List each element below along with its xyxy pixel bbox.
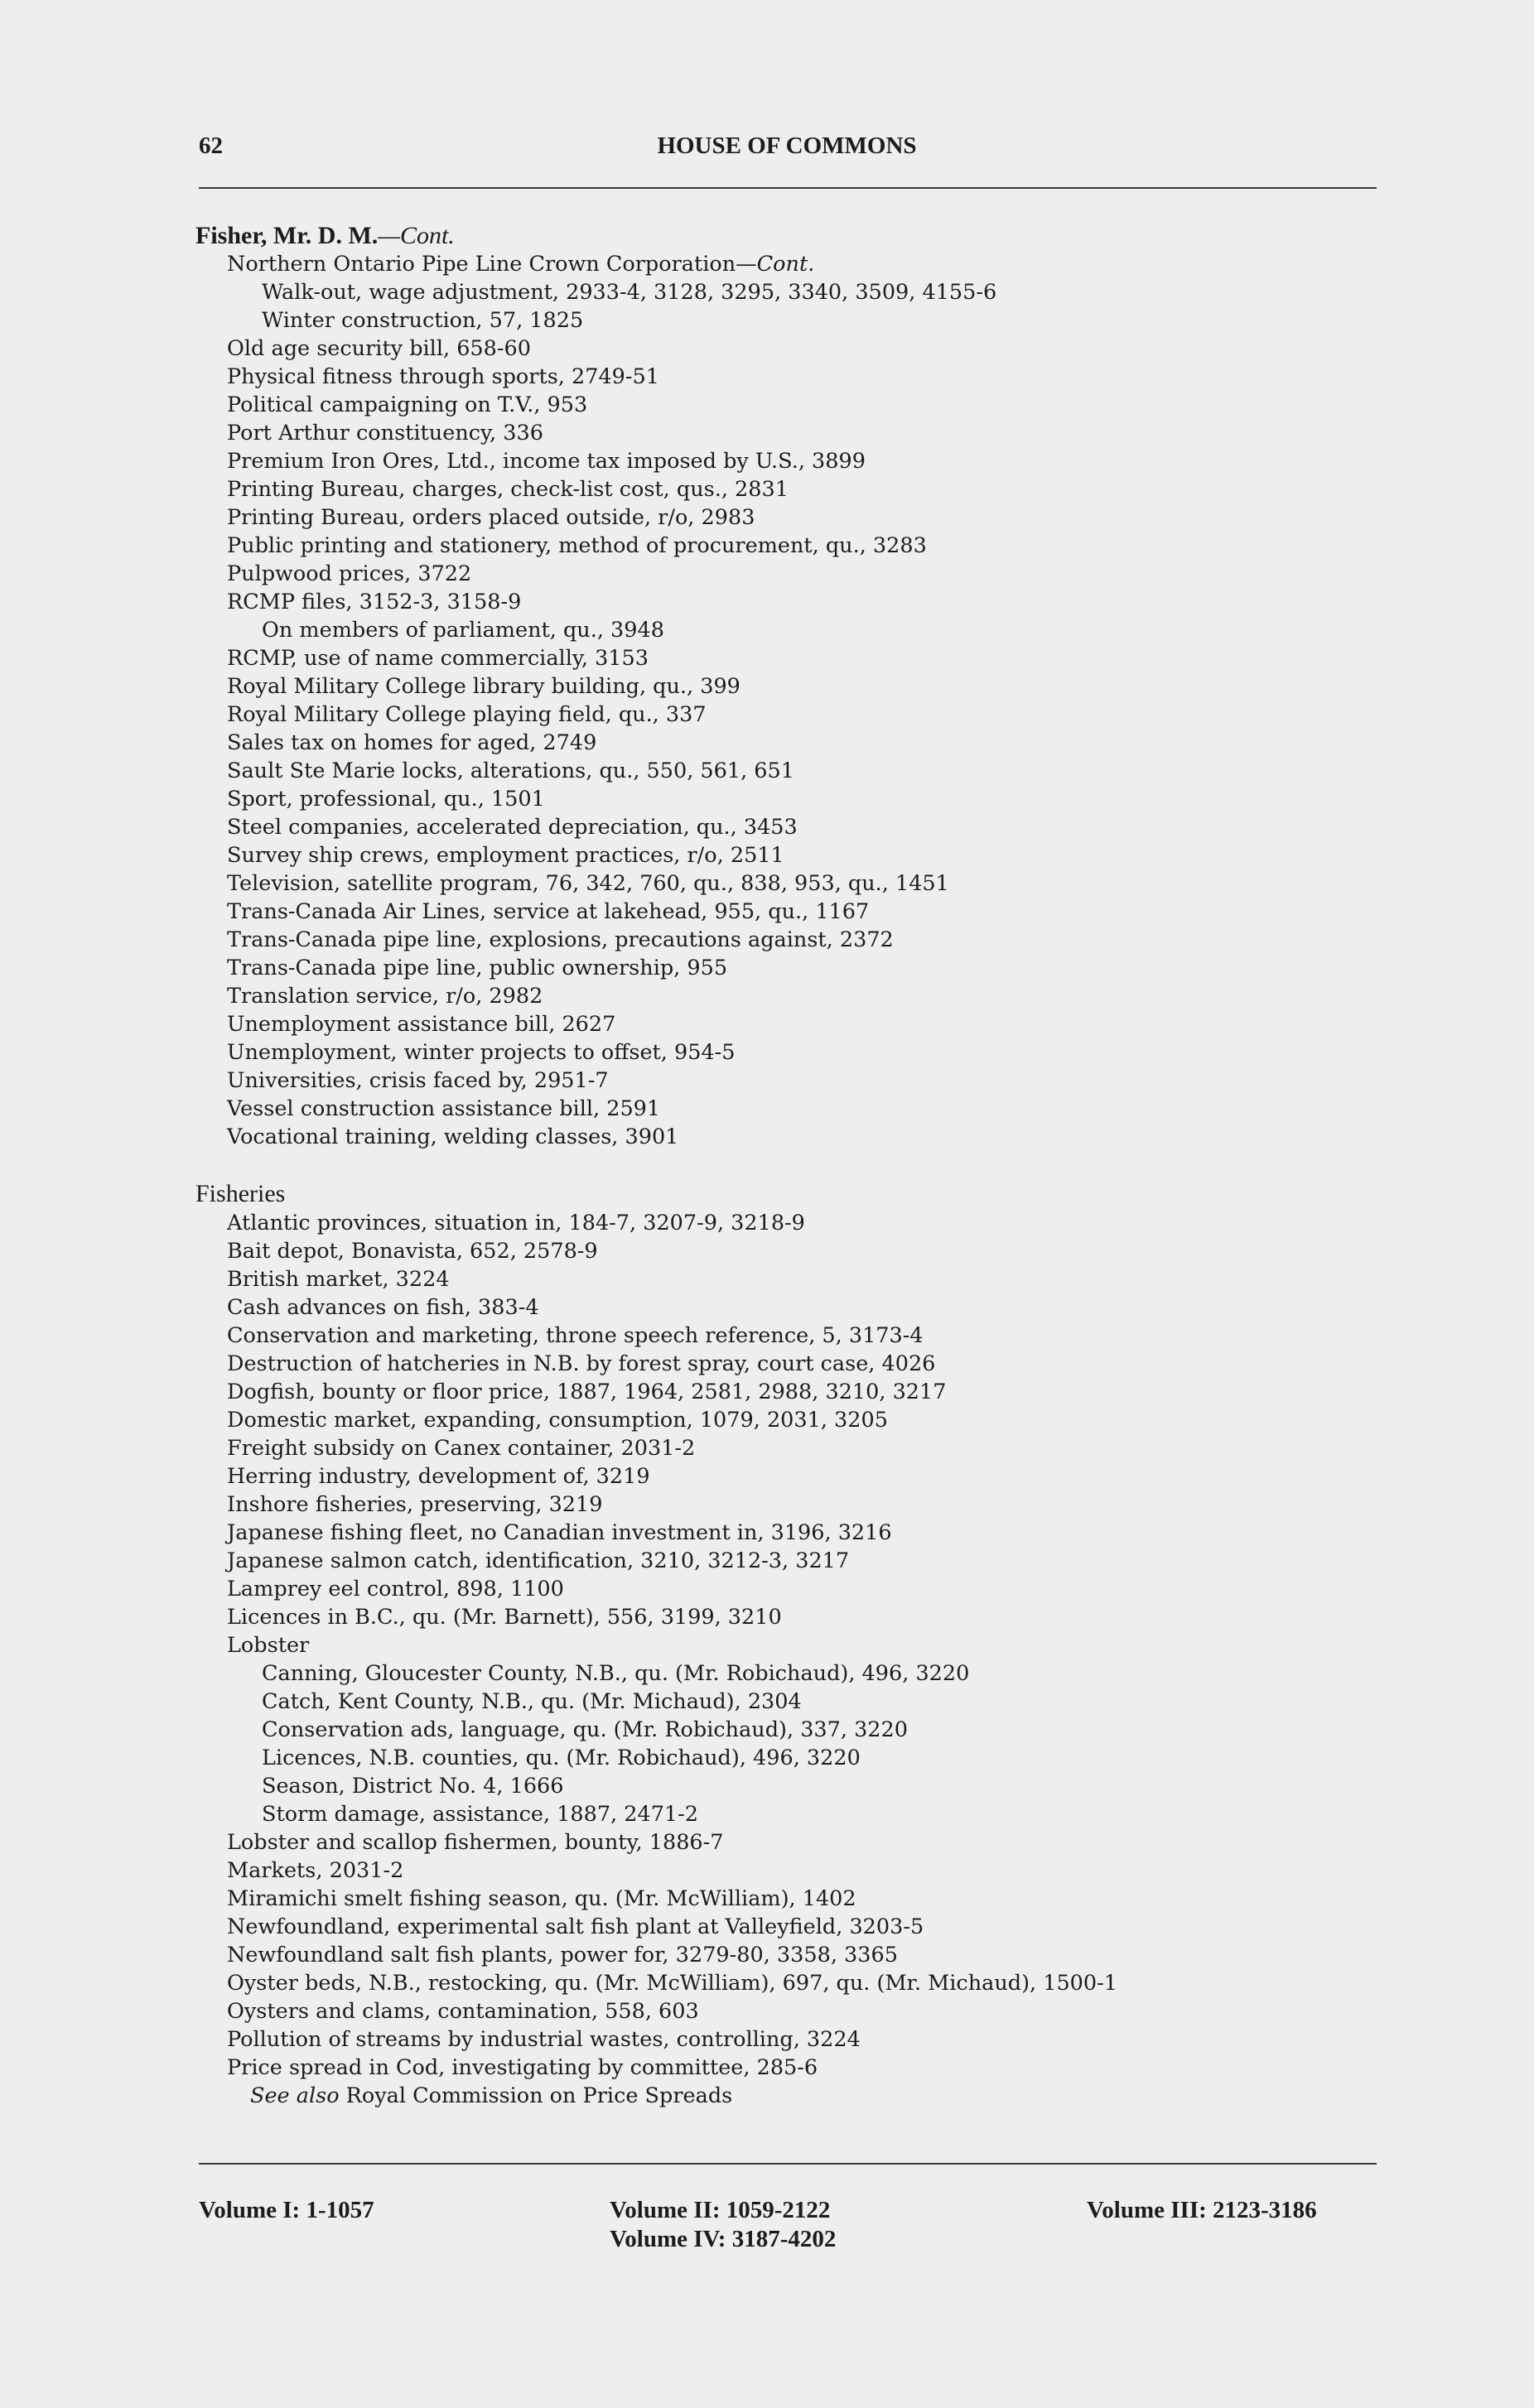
index-entry xyxy=(195,588,1388,616)
see-also-target: Royal Commission on Price Spreads xyxy=(339,2083,733,2108)
volume-1-range: Volume I: 1-1057 xyxy=(199,2197,374,2223)
index-entry xyxy=(195,1547,1388,1575)
running-title: HOUSE OF COMMONS xyxy=(657,132,917,159)
entry-text: Walk-out, wage adjustment, 2933-4, 3128, 3295, 3340, 3509, 4155-6 xyxy=(262,280,997,305)
index-entry xyxy=(195,1491,1388,1519)
entry-text: Royal Military College library building, qu., 399 xyxy=(227,674,740,699)
index-subentry xyxy=(195,616,1388,644)
index-entry xyxy=(195,1997,1388,2025)
index-entry xyxy=(195,1265,1388,1293)
entry-text: Winter construction, 57, 1825 xyxy=(262,308,584,333)
entry-text: Pulpwood prices, 3722 xyxy=(227,561,472,586)
entry-text: RCMP, use of name commercially, 3153 xyxy=(227,646,649,671)
index-heading-fisheries: Fisheries xyxy=(195,1180,286,1207)
entry-text: Sault Ste Marie locks, alterations, qu., 550, 561, 651 xyxy=(227,759,794,783)
continued-mark: Cont. xyxy=(756,252,815,277)
footer-rule xyxy=(199,2163,1377,2165)
entry-text: Royal Military College playing field, qu., 337 xyxy=(227,702,707,727)
entry-text: Catch, Kent County, N.B., qu. (Mr. Michaud), 2304 xyxy=(262,1689,802,1714)
index-subentry xyxy=(195,1659,1388,1688)
entry-text: Markets, 2031-2 xyxy=(227,1858,404,1883)
entry-text: Sales tax on homes for aged, 2749 xyxy=(227,730,597,755)
index-entry xyxy=(195,1519,1388,1547)
entry-text: Inshore fisheries, preserving, 3219 xyxy=(227,1492,603,1517)
index-subentry xyxy=(195,278,1388,306)
entry-text: Cash advances on fish, 383-4 xyxy=(227,1295,539,1320)
index-entries-fisheries xyxy=(195,1209,1388,2082)
index-heading-fisher xyxy=(195,222,1388,250)
entry-text: Translation service, r/o, 2982 xyxy=(227,984,543,1009)
entry-text: Steel companies, accelerated depreciation, qu., 3453 xyxy=(227,815,798,840)
entry-text: Sport, professional, qu., 1501 xyxy=(227,787,545,811)
entry-text: British market, 3224 xyxy=(227,1267,450,1292)
entry-text: Herring industry, development of, 3219 xyxy=(227,1464,650,1489)
index-entry xyxy=(195,1857,1388,1885)
index-entry xyxy=(195,841,1388,869)
index-entry xyxy=(195,1010,1388,1038)
index-entry xyxy=(195,1969,1388,1997)
index-entry xyxy=(195,644,1388,672)
index-subentry xyxy=(195,306,1388,335)
index-entry xyxy=(195,1378,1388,1406)
index-entry xyxy=(195,2025,1388,2054)
index-entry xyxy=(195,954,1388,982)
index-entry xyxy=(195,1885,1388,1913)
index-entry xyxy=(195,869,1388,898)
index-entry xyxy=(195,1603,1388,1631)
index-subentry xyxy=(195,1744,1388,1772)
index-entry xyxy=(195,672,1388,701)
see-also-label: See also xyxy=(250,2083,340,2108)
index-entry xyxy=(195,1209,1388,1237)
entry-text: Lamprey eel control, 898, 1100 xyxy=(227,1577,564,1601)
entry-text: Storm damage, assistance, 1887, 2471-2 xyxy=(262,1802,698,1827)
volume-2-range: Volume II: 1059-2122 xyxy=(610,2197,831,2223)
index-entry xyxy=(195,391,1388,419)
volume-3-range: Volume III: 2123-3186 xyxy=(1087,2197,1317,2223)
index-entry xyxy=(195,813,1388,841)
index-entry xyxy=(195,1941,1388,1969)
entry-text: Political campaigning on T.V., 953 xyxy=(227,393,588,417)
entry-text: Conservation and marketing, throne speech reference, 5, 3173-4 xyxy=(227,1323,924,1348)
entry-text: Price spread in Cod, investigating by committee, 285-6 xyxy=(227,2055,818,2080)
index-subentry xyxy=(195,1800,1388,1828)
index-entry xyxy=(195,785,1388,813)
entry-text: Season, District No. 4, 1666 xyxy=(262,1774,564,1799)
index-entry xyxy=(195,1828,1388,1857)
index-entry xyxy=(195,757,1388,785)
entry-text: Premium Iron Ores, Ltd., income tax imposed by U.S., 3899 xyxy=(227,449,866,474)
index-entry xyxy=(195,1575,1388,1603)
entry-text: Television, satellite program, 76, 342, 760, qu., 838, 953, qu., 1451 xyxy=(227,871,949,896)
entry-text: Newfoundland salt fish plants, power for, 3279-80, 3358, 3365 xyxy=(227,1943,898,1967)
entry-text: Lobster xyxy=(227,1633,310,1658)
heading-text: Fisher, Mr. D. M. xyxy=(195,222,379,249)
entry-text: Oysters and clams, contamination, 558, 603 xyxy=(227,1999,699,2024)
index-entry xyxy=(195,1067,1388,1095)
entry-text: Licences, N.B. counties, qu. (Mr. Robichaud), 496, 3220 xyxy=(262,1746,861,1770)
index-content xyxy=(195,222,1388,2110)
entry-text: Public printing and stationery, method of procurement, qu., 3283 xyxy=(227,533,927,558)
index-entry xyxy=(195,1913,1388,1941)
index-entry xyxy=(195,447,1388,475)
entry-text: Japanese salmon catch, identification, 3210, 3212-3, 3217 xyxy=(227,1548,850,1573)
entry-text: Bait depot, Bonavista, 652, 2578-9 xyxy=(227,1239,598,1264)
index-entry xyxy=(195,250,1388,278)
entry-text: Licences in B.C., qu. (Mr. Barnett), 556, 3199, 3210 xyxy=(227,1605,782,1630)
entry-text: RCMP files, 3152-3, 3158-9 xyxy=(227,590,522,614)
index-subentry xyxy=(195,1772,1388,1800)
entry-text: Oyster beds, N.B., restocking, qu. (Mr. McWilliam), 697, qu. (Mr. Michaud), 1500-1 xyxy=(227,1971,1117,1996)
entry-text: On members of parliament, qu., 3948 xyxy=(262,618,664,643)
index-entry xyxy=(195,898,1388,926)
entry-text: Miramichi smelt fishing season, qu. (Mr. McWilliam), 1402 xyxy=(227,1886,856,1911)
index-entry xyxy=(195,1237,1388,1265)
entry-text: Printing Bureau, orders placed outside, r/o, 2983 xyxy=(227,505,755,530)
index-entry xyxy=(195,1406,1388,1434)
entry-text: Japanese fishing fleet, no Canadian investment in, 3196, 3216 xyxy=(227,1520,892,1545)
entry-text: Trans-Canada pipe line, explosions, precautions against, 2372 xyxy=(227,927,894,952)
entry-text: Newfoundland, experimental salt fish plant at Valleyfield, 3203-5 xyxy=(227,1914,924,1939)
index-subentry xyxy=(195,1688,1388,1716)
entry-text: Trans-Canada pipe line, public ownership, 955 xyxy=(227,956,728,980)
continued-mark: —Cont. xyxy=(378,222,455,249)
index-entry xyxy=(195,1322,1388,1350)
index-entry xyxy=(195,335,1388,363)
entry-text: Port Arthur constituency, 336 xyxy=(227,421,543,445)
entry-text: Unemployment assistance bill, 2627 xyxy=(227,1012,616,1037)
index-entry xyxy=(195,1434,1388,1462)
index-entry xyxy=(195,532,1388,560)
entry-text: Survey ship crews, employment practices, r/o, 2511 xyxy=(227,843,784,868)
entry-text: Dogfish, bounty or floor price, 1887, 1964, 2581, 2988, 3210, 3217 xyxy=(227,1380,947,1404)
index-entry xyxy=(195,1095,1388,1123)
entry-text: Universities, crisis faced by, 2951-7 xyxy=(227,1068,609,1093)
entry-text: Unemployment, winter projects to offset, 954-5 xyxy=(227,1040,736,1065)
entry-text: Physical fitness through sports, 2749-51 xyxy=(227,364,659,389)
index-entries-fisher xyxy=(195,250,1388,1151)
index-entry xyxy=(195,1631,1388,1659)
index-entry xyxy=(195,560,1388,588)
see-also-reference xyxy=(195,2082,1388,2110)
index-entry xyxy=(195,363,1388,391)
header-rule xyxy=(199,187,1377,189)
entry-text: Pollution of streams by industrial wastes, controlling, 3224 xyxy=(227,2027,861,2052)
index-entry xyxy=(195,1462,1388,1491)
entry-text: Trans-Canada Air Lines, service at lakehead, 955, qu., 1167 xyxy=(227,899,870,924)
entry-text: Vessel construction assistance bill, 2591 xyxy=(227,1096,661,1121)
index-entry xyxy=(195,729,1388,757)
index-entry xyxy=(195,475,1388,503)
entry-text: Atlantic provinces, situation in, 184-7, 3207-9, 3218-9 xyxy=(227,1211,805,1235)
entry-text: Freight subsidy on Canex container, 2031-2 xyxy=(227,1436,696,1461)
index-entry xyxy=(195,926,1388,954)
entry-text: Northern Ontario Pipe Line Crown Corporation— xyxy=(227,252,757,277)
entry-text: Old age security bill, 658-60 xyxy=(227,336,531,361)
page-number: 62 xyxy=(199,132,223,159)
entry-text: Canning, Gloucester County, N.B., qu. (Mr. Robichaud), 496, 3220 xyxy=(262,1661,970,1686)
index-entry xyxy=(195,701,1388,729)
entry-text: Printing Bureau, charges, check-list cost, qus., 2831 xyxy=(227,477,789,502)
index-entry xyxy=(195,982,1388,1010)
index-entry xyxy=(195,503,1388,532)
index-entry xyxy=(195,1123,1388,1151)
index-entry xyxy=(195,2054,1388,2082)
entry-text: Vocational training, welding classes, 3901 xyxy=(227,1125,679,1149)
volume-4-range: Volume IV: 3187-4202 xyxy=(610,2226,837,2252)
entry-text: Domestic market, expanding, consumption, 1079, 2031, 3205 xyxy=(227,1408,888,1433)
entry-text: Conservation ads, language, qu. (Mr. Robichaud), 337, 3220 xyxy=(262,1717,908,1742)
index-entry xyxy=(195,1350,1388,1378)
index-entry xyxy=(195,1038,1388,1067)
index-entry xyxy=(195,1293,1388,1322)
entry-text: Lobster and scallop fishermen, bounty, 1886-7 xyxy=(227,1830,724,1855)
page-header xyxy=(199,132,1375,166)
index-subentry xyxy=(195,1716,1388,1744)
entry-text: Destruction of hatcheries in N.B. by forest spray, court case, 4026 xyxy=(227,1351,936,1376)
index-entry xyxy=(195,419,1388,447)
